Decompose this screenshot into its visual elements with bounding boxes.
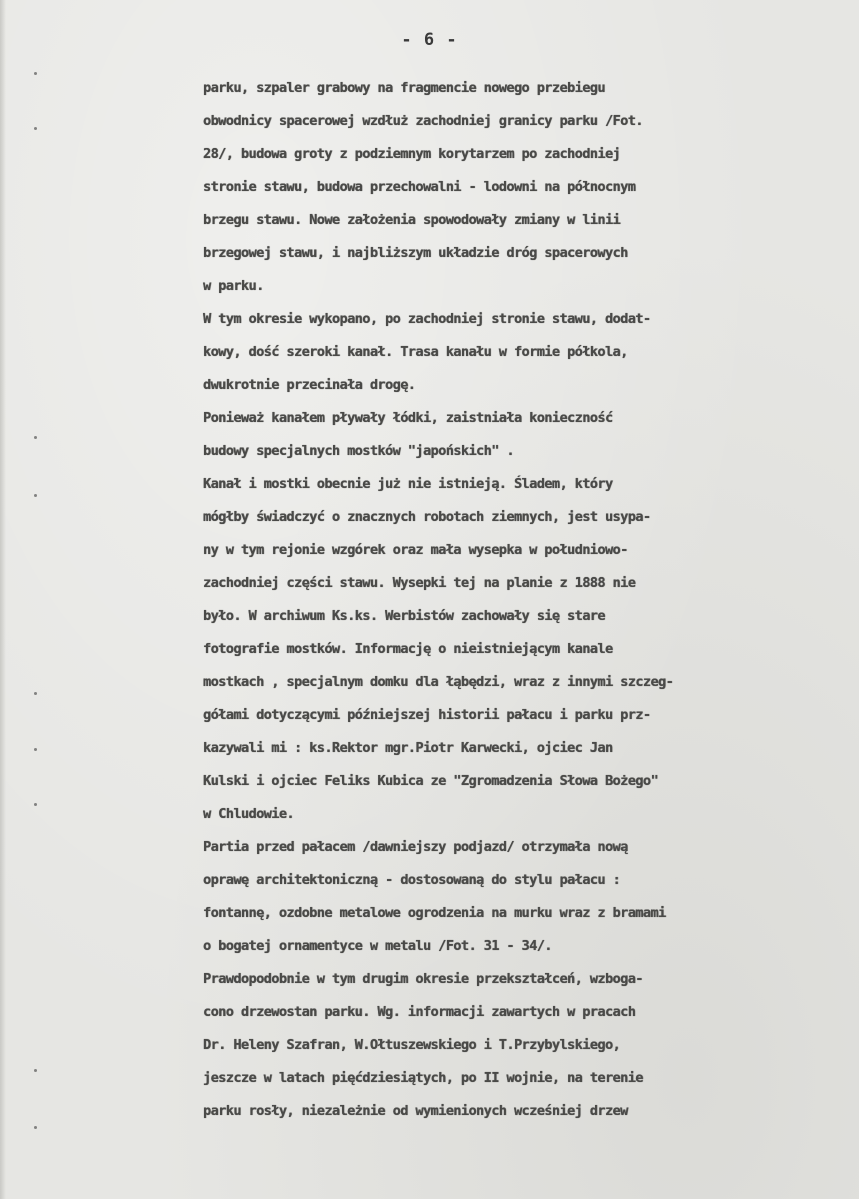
page-number: - 6 - — [401, 30, 458, 50]
text-line: 28/, budowa groty z podziemnym korytarzem po zachodniej — [203, 146, 621, 162]
text-line: o bogatej ornamentyce w metalu /Fot. 31 - 34/. — [203, 938, 552, 954]
margin-mark — [34, 494, 37, 497]
text-line: zachodniej części stawu. Wysepki tej na planie z 1888 nie — [203, 575, 636, 591]
text-line: Prawdopodobnie w tym drugim okresie przekształceń, wzboga- — [203, 971, 643, 987]
text-line: dwukrotnie przecinała drogę. — [203, 377, 416, 393]
text-line: stronie stawu, budowa przechowalni - lodowni na północnym — [203, 179, 636, 195]
text-line: Kanał i mostki obecnie już nie istnieją. Śladem, który — [203, 476, 613, 492]
text-line: parku, szpaler grabowy na fragmencie nowego przebiegu — [203, 80, 605, 96]
text-line: gółami dotyczącymi późniejszej historii pałacu i parku prz- — [203, 707, 651, 723]
margin-mark — [34, 1126, 37, 1129]
text-line: fontannę, ozdobne metalowe ogrodzenia na murku wraz z bramami — [203, 905, 666, 921]
text-line: było. W archiwum Ks.ks. Werbistów zachowały się stare — [203, 608, 605, 624]
text-line: cono drzewostan parku. Wg. informacji zawartych w pracach — [203, 1004, 636, 1020]
text-line: brzegowej stawu, i najbliższym układzie dróg spacerowych — [203, 245, 628, 261]
text-line: Kulski i ojciec Feliks Kubica ze "Zgromadzenia Słowa Bożego" — [203, 773, 659, 789]
margin-mark — [34, 803, 37, 806]
text-line: obwodnicy spacerowej wzdłuż zachodniej granicy parku /Fot. — [203, 113, 643, 129]
text-line: brzegu stawu. Nowe założenia spowodowały zmiany w linii — [203, 212, 621, 228]
text-line: jeszcze w latach pięćdziesiątych, po II wojnie, na terenie — [203, 1070, 643, 1086]
margin-mark — [34, 436, 37, 439]
text-line: W tym okresie wykopano, po zachodniej stronie stawu, dodat- — [203, 311, 651, 327]
body-text — [203, 72, 823, 1128]
text-line: kowy, dość szeroki kanał. Trasa kanału w formie półkola, — [203, 344, 628, 360]
text-line: parku rosły, niezależnie od wymienionych wcześniej drzew — [203, 1103, 628, 1119]
paper-edge-shadow — [0, 0, 6, 1199]
text-line: kazywali mi : ks.Rektor mgr.Piotr Karwecki, ojciec Jan — [203, 740, 613, 756]
margin-mark — [34, 692, 37, 695]
text-line: w Chludowie. — [203, 806, 295, 822]
text-line: mostkach , specjalnym domku dla łąbędzi, wraz z innymi szczeg- — [203, 674, 674, 690]
text-line: mógłby świadczyć o znacznych robotach ziemnych, jest usypa- — [203, 509, 651, 525]
margin-mark — [34, 748, 37, 751]
text-line: Ponieważ kanałem pływały łódki, zaistniała konieczność — [203, 410, 613, 426]
text-line: Partia przed pałacem /dawniejszy podjazd/ otrzymała nową — [203, 839, 628, 855]
margin-mark — [34, 1069, 37, 1072]
text-line: oprawę architektoniczną - dostosowaną do stylu pałacu : — [203, 872, 621, 888]
text-line: ny w tym rejonie wzgórek oraz mała wysepka w południowo- — [203, 542, 628, 558]
margin-mark — [34, 72, 37, 75]
text-line: budowy specjalnych mostków "japońskich" . — [203, 443, 514, 459]
text-line: w parku. — [203, 278, 264, 294]
text-line: fotografie mostków. Informację o nieistniejącym kanale — [203, 641, 613, 657]
text-line: Dr. Heleny Szafran, W.Ołtuszewskiego i T.Przybylskiego, — [203, 1037, 621, 1053]
margin-mark — [34, 127, 37, 130]
